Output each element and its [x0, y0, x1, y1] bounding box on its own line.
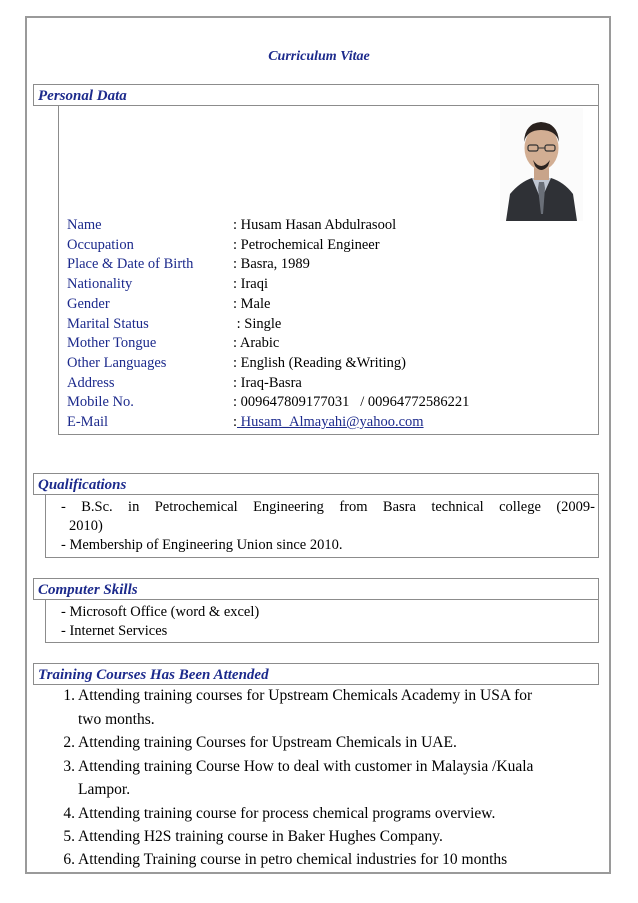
- qualifications-heading: Qualifications: [33, 473, 599, 495]
- list-number: 1.: [63, 687, 75, 704]
- pd-row-languages: [67, 354, 469, 374]
- pd-label: Name: [67, 217, 102, 233]
- list-number: 4.: [63, 805, 75, 822]
- list-text: Attending training Course How to deal with customer in Malaysia /Kuala: [78, 758, 534, 775]
- personal-data-table: [67, 216, 469, 433]
- pd-row-gender: [67, 295, 469, 315]
- pd-value: : Iraq-Basra: [233, 374, 302, 391]
- pd-row-marital: [67, 315, 469, 335]
- pd-value: : Single: [233, 315, 282, 332]
- pd-value: : Iraqi: [233, 276, 269, 293]
- pd-value: : 009647809177031 / 00964772586221: [233, 394, 470, 411]
- list-number: 5.: [63, 828, 75, 845]
- pd-row-mobile: [67, 393, 469, 413]
- pd-label: Gender: [67, 295, 110, 312]
- list-text: Attending Training course in petro chemical industries for 10 months: [78, 851, 508, 868]
- pd-label: Other Languages: [67, 354, 167, 371]
- pd-row-email: [67, 413, 469, 433]
- pd-label: E-Mail: [67, 414, 109, 431]
- pd-label: Mother Tongue: [67, 335, 157, 352]
- pd-label: Marital Status: [67, 315, 149, 332]
- pd-label: Address: [67, 374, 115, 391]
- pd-row-address: [67, 374, 469, 394]
- pd-row-birth: [67, 255, 469, 275]
- portrait-photo: [500, 108, 583, 221]
- list-text: Attending training courses for Upstream Chemicals Academy in USA for: [78, 687, 533, 704]
- pd-label: Place & Date of Birth: [67, 256, 194, 273]
- email-link[interactable]: Husam_Almayahi@yahoo.com: [237, 414, 424, 431]
- list-text: Attending H2S training course in Baker Hughes Company.: [78, 828, 443, 845]
- pd-value: : Male: [233, 295, 271, 312]
- pd-label: Mobile No.: [67, 394, 134, 411]
- qualification-line-1-cont: 2010): [69, 518, 103, 534]
- pd-row-occupation: [67, 236, 469, 256]
- pd-row-mother-tongue: [67, 334, 469, 354]
- pd-label: Occupation: [67, 236, 134, 253]
- training-heading: Training Courses Has Been Attended: [33, 663, 599, 685]
- person-photo-icon: [500, 108, 583, 221]
- pd-value: : Arabic: [233, 335, 280, 352]
- pd-value: : English (Reading &Writing): [233, 354, 406, 371]
- list-text: Lampor.: [78, 781, 131, 798]
- pd-value: : Basra, 1989: [233, 256, 310, 273]
- pd-row-nationality: [67, 275, 469, 295]
- document-title: Curriculum Vitae: [268, 49, 370, 64]
- list-text: Attending training course for process chemical programs overview.: [78, 805, 496, 822]
- list-number: 6.: [63, 851, 75, 868]
- pd-value: : Petrochemical Engineer: [233, 236, 380, 253]
- qualification-line-2: - Membership of Engineering Union since 2010.: [61, 537, 343, 553]
- list-number: 3.: [63, 758, 75, 775]
- pd-label: Nationality: [67, 276, 133, 293]
- list-text: Attending training Courses for Upstream Chemicals in UAE.: [78, 734, 457, 751]
- email-prefix: :: [233, 414, 238, 431]
- skill-item: - Internet Services: [61, 623, 168, 639]
- list-number: 2.: [63, 734, 75, 751]
- skill-item: - Microsoft Office (word & excel): [61, 604, 260, 620]
- pd-value: [233, 413, 469, 433]
- personal-data-heading: Personal Data: [33, 84, 599, 106]
- pd-row-name: [67, 216, 469, 236]
- qualification-line-1: - B.Sc. in Petrochemical Engineering from Basra technical college (2009-: [61, 499, 595, 515]
- computer-skills-heading: Computer Skills: [33, 578, 599, 600]
- list-text: two months.: [78, 711, 155, 728]
- pd-value: : Husam Hasan Abdulrasool: [233, 217, 397, 233]
